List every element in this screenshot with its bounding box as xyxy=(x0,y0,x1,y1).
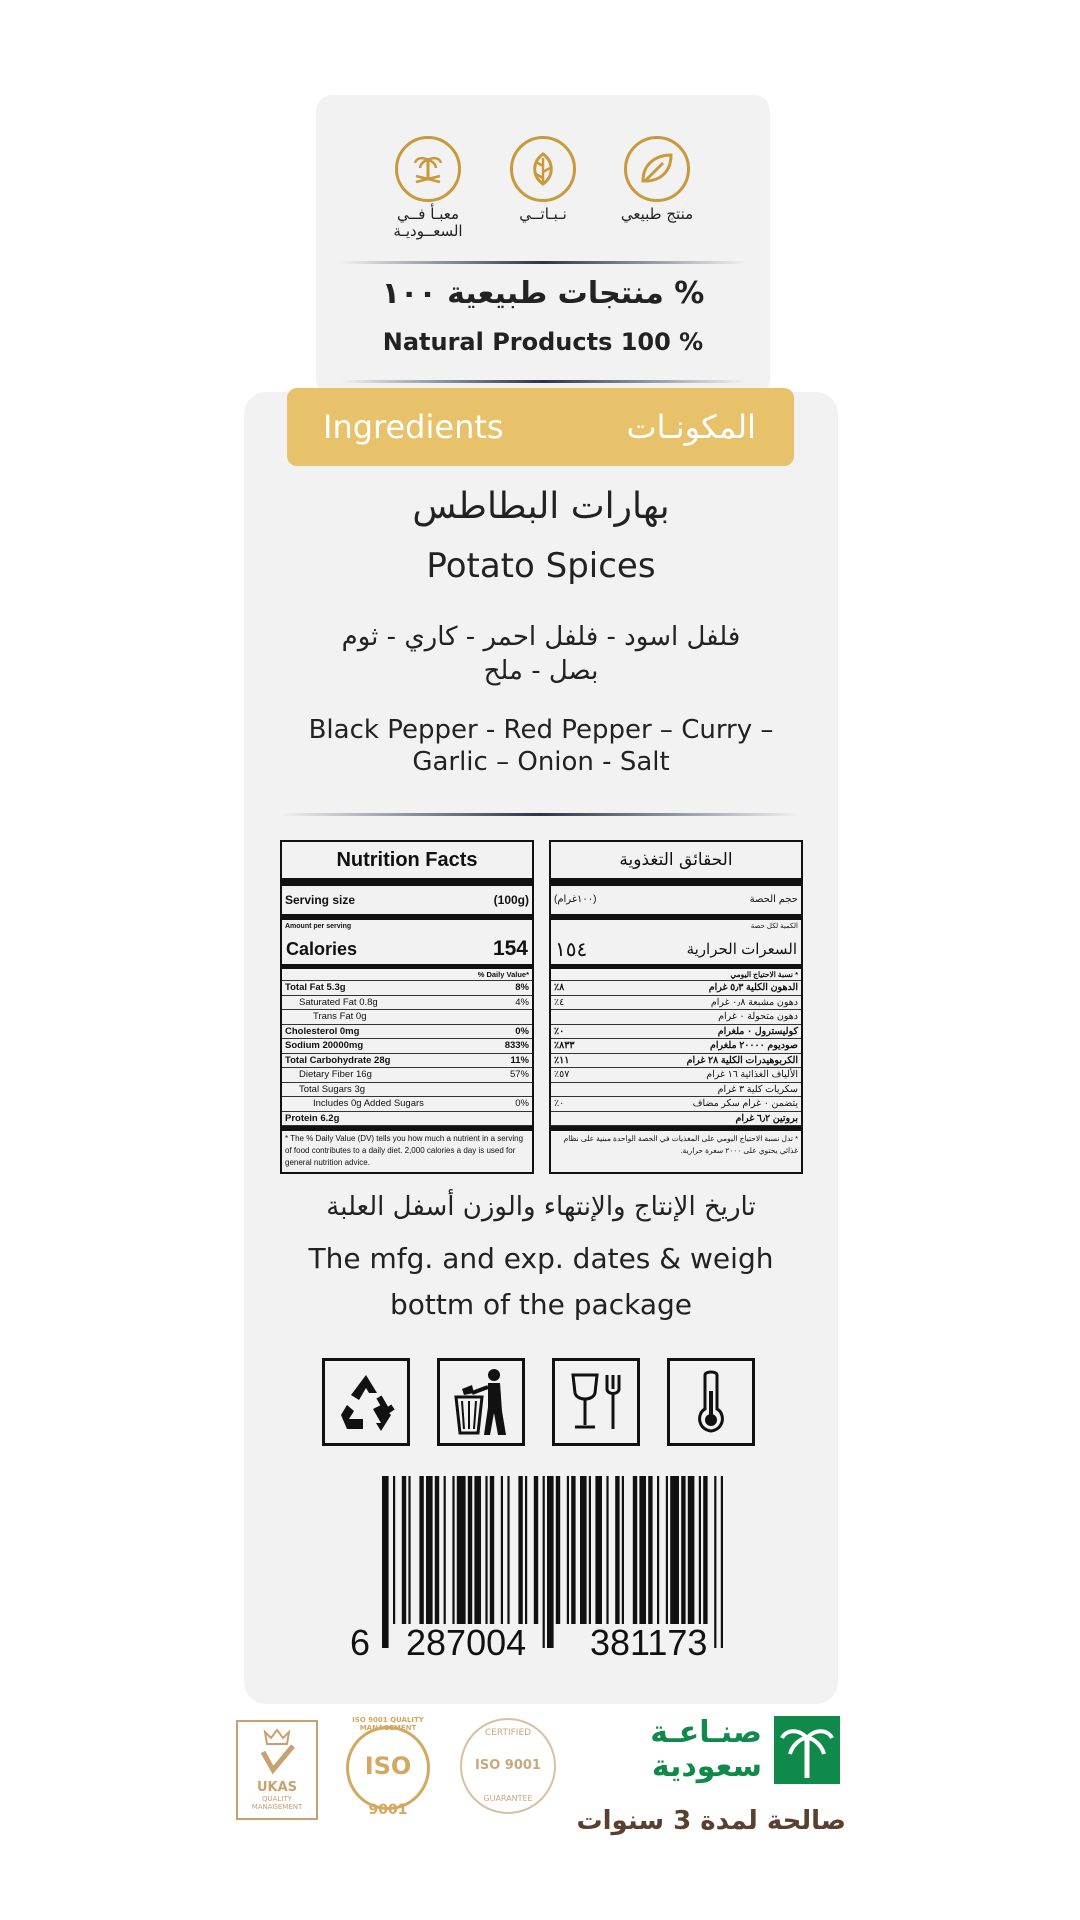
nutrient-label: Total Carbohydrate 28g xyxy=(285,1054,391,1066)
nutrient-label: بروتين ٦٫٢ غرام xyxy=(735,1112,798,1124)
barcode-bar xyxy=(501,1476,503,1624)
barcode-group-2: 381173 xyxy=(590,1622,708,1663)
barcode-bar xyxy=(534,1476,538,1624)
barcode-bar xyxy=(393,1476,395,1624)
natural-products-en: Natural Products 100 % xyxy=(382,328,704,356)
nutrient-rows-ar xyxy=(551,981,801,1126)
footnote-en: * The % Daily Value (DV) tells you how much a nutrient in a serving of food contributes to a daily diet. 2,000 calories a day is used for general nutrition advice. xyxy=(282,1126,532,1171)
barcode-bar xyxy=(606,1476,608,1624)
footnote-ar: * تدل نسبة الاحتياج اليومي على المغذيات في الحصة الواحدة مبنية على نظام غذائي يحتوي على ٢٠٠٠ سعرة حرارية. xyxy=(551,1126,801,1159)
nutrient-label: الكربوهيدرات الكلية ٢٨ غرام xyxy=(686,1054,798,1066)
ingredients-ar-line2: بصل - ملح xyxy=(483,656,599,686)
barcode-bar xyxy=(444,1476,446,1624)
barcode-bar xyxy=(622,1476,624,1624)
barcode-bar xyxy=(543,1476,545,1648)
barcode-bar xyxy=(408,1476,410,1624)
crown-check-icon xyxy=(257,1726,297,1776)
nutrition-facts-ar xyxy=(549,840,803,1174)
badge-label-packed-line2: السعــوديـة xyxy=(393,222,463,240)
nutrient-daily-value: ١١٪ xyxy=(554,1054,570,1066)
serving-size-row-ar xyxy=(551,886,801,920)
badge-label-packed-saudi xyxy=(363,206,493,240)
nutrient-label: Total Fat 5.3g xyxy=(285,982,346,993)
nutrient-label: كوليسترول ٠ ملغرام xyxy=(717,1025,798,1037)
barcode-bar xyxy=(507,1476,509,1624)
ukas-text: UKAS xyxy=(256,1780,298,1795)
trash-bin-person-icon xyxy=(437,1358,525,1446)
barcode-bar xyxy=(452,1476,454,1624)
nutrient-row xyxy=(282,1010,532,1025)
barcode-bar xyxy=(402,1476,406,1624)
nutrient-daily-value: 11% xyxy=(510,1054,529,1066)
barcode-bar xyxy=(556,1476,560,1624)
product-name-ar: بهارات البطاطس xyxy=(412,486,670,527)
barcode-bar xyxy=(721,1476,723,1648)
palm-tree-icon xyxy=(774,1716,840,1784)
barcode-bar xyxy=(657,1476,659,1624)
dates-note-en-line2: bottm of the package xyxy=(390,1288,692,1321)
nutrient-row xyxy=(551,1010,801,1025)
calories-label-ar: السعرات الحرارية xyxy=(686,941,797,958)
saudi-made-line2: سعودية xyxy=(651,1749,762,1784)
ukas-management: MANAGEMENT xyxy=(251,1803,303,1811)
nutrient-label: Cholesterol 0mg xyxy=(285,1025,360,1037)
thermometer-icon xyxy=(667,1358,755,1446)
calories-row xyxy=(282,934,532,969)
ingredients-bar xyxy=(287,388,794,466)
barcode-bar xyxy=(580,1476,587,1624)
barcode-bar xyxy=(666,1476,668,1624)
serving-label-ar: حجم الحصة xyxy=(749,894,798,905)
serving-size-row xyxy=(282,886,532,920)
barcode-bar xyxy=(571,1476,575,1624)
divider xyxy=(280,813,800,816)
nutrient-row xyxy=(551,1097,801,1112)
nutrition-facts-en xyxy=(280,840,534,1174)
barcode-bar xyxy=(518,1476,522,1624)
nutrient-daily-value: ٨٣٣٪ xyxy=(554,1040,575,1051)
cert-seal-center: ISO 9001 xyxy=(475,1758,541,1773)
barcode-bar xyxy=(633,1476,637,1624)
natural-products-ar: منتجات طبيعية ١٠٠ % xyxy=(381,276,705,311)
nutrient-daily-value: ٨٪ xyxy=(554,982,565,993)
barcode-bar xyxy=(435,1476,439,1624)
ingredients-en-line1: Black Pepper - Red Pepper – Curry – xyxy=(308,715,774,745)
palm-swords-icon xyxy=(395,136,461,202)
amount-per-serving-ar: الكمية لكل حصة xyxy=(750,923,798,930)
barcode-bar xyxy=(382,1476,389,1648)
barcode-bar xyxy=(681,1476,685,1624)
nutrient-label: دهون مشبعة ٠٫٨ غرام xyxy=(710,996,798,1008)
nutrient-row xyxy=(551,1025,801,1040)
badge-label-natural: منتج طبيعي xyxy=(620,205,694,223)
calories-row-ar xyxy=(551,934,801,969)
daily-value-header-ar: * نسبة الاحتياج اليومي xyxy=(551,969,801,981)
nutrient-daily-value: ٥٧٪ xyxy=(554,1069,570,1080)
barcode-bar xyxy=(547,1476,554,1648)
iso-9001-quality-seal xyxy=(336,1716,440,1820)
nutrient-label: الألياف الغذائية ١٦ غرام xyxy=(706,1069,798,1080)
nutrient-row xyxy=(282,1068,532,1083)
iso-seal-center: ISO xyxy=(364,1752,412,1780)
saudi-made-line1: صنـاعـة xyxy=(650,1715,762,1750)
leaf-icon xyxy=(624,136,690,202)
nutrient-daily-value: 57% xyxy=(509,1069,529,1080)
barcode-bar xyxy=(703,1476,707,1624)
calories-value-ar: ١٥٤ xyxy=(555,938,588,961)
serving-value: (100g) xyxy=(493,893,529,907)
nutrient-daily-value: 833% xyxy=(504,1040,529,1051)
nutrient-label: صوديوم ٢٠٠٠٠ ملغرام xyxy=(709,1040,798,1051)
ukas-quality: QUALITY xyxy=(262,1795,292,1803)
nutrition-title-ar: الحقائق التغذوية xyxy=(551,842,801,886)
cert-seal-bottom: GUARANTEE xyxy=(483,1794,533,1803)
nutrient-row xyxy=(282,981,532,996)
nutrient-label: Includes 0g Added Sugars xyxy=(313,1098,424,1109)
barcode-bar xyxy=(648,1476,652,1624)
saudi-made-text xyxy=(622,1716,762,1784)
nutrient-row xyxy=(282,1039,532,1054)
barcode-bar xyxy=(474,1476,481,1624)
nutrient-row xyxy=(551,1112,801,1127)
nutrient-label: Total Sugars 3g xyxy=(299,1083,366,1095)
barcode-bar xyxy=(567,1476,569,1624)
ingredients-title-en: Ingredients xyxy=(323,408,504,446)
nutrient-row xyxy=(282,1083,532,1098)
nutrient-row xyxy=(551,996,801,1011)
barcode-bar xyxy=(595,1476,602,1624)
food-safe-glass-fork-icon xyxy=(552,1358,640,1446)
calories-label: Calories xyxy=(286,938,358,959)
nutrient-label: Sodium 20000mg xyxy=(285,1040,364,1051)
iso-seal-top-text: ISO 9001 QUALITY MANAGEMENT xyxy=(352,1716,424,1732)
nutrient-row xyxy=(551,1083,801,1098)
nutrient-row xyxy=(551,981,801,996)
nutrient-daily-value: ٤٪ xyxy=(554,996,565,1008)
iso-seal-bottom: 9001 xyxy=(368,1802,408,1818)
amount-per-serving: Amount per serving xyxy=(285,923,352,930)
barcode-bar xyxy=(714,1476,716,1648)
cert-seal-top: CERTIFIED xyxy=(484,1728,532,1738)
recycle-icon xyxy=(322,1358,410,1446)
ingredients-en-line2: Garlic – Onion - Salt xyxy=(412,747,670,777)
nutrient-daily-value: 4% xyxy=(515,996,529,1008)
barcode-group-1: 287004 xyxy=(406,1622,527,1663)
plant-icon xyxy=(510,136,576,202)
calories-value: 154 xyxy=(492,937,528,960)
barcode-bar xyxy=(468,1476,472,1624)
barcode-bar xyxy=(490,1476,494,1624)
product-name-en: Potato Spices xyxy=(426,546,656,586)
nutrient-row xyxy=(551,1054,801,1069)
barcode-bar xyxy=(457,1476,466,1624)
daily-value-header: % Daily Value* xyxy=(282,969,532,981)
ingredients-list-en xyxy=(241,714,841,778)
badge-label-packed-line1: معبـأ فــي xyxy=(397,205,459,223)
nutrient-daily-value: 0% xyxy=(515,1098,529,1109)
barcode-bar xyxy=(615,1476,619,1624)
barcode-bar xyxy=(670,1476,679,1624)
nutrient-label: Trans Fat 0g xyxy=(313,1011,367,1022)
nutrient-label: سكريات كلية ٣ غرام xyxy=(717,1083,798,1095)
nutrient-label: دهون متحولة ٠ غرام xyxy=(718,1011,798,1022)
nutrient-row xyxy=(551,1068,801,1083)
serving-label: Serving size xyxy=(285,893,356,907)
ingredients-list-ar xyxy=(241,620,841,688)
nutrient-daily-value: 8% xyxy=(515,982,529,993)
ingredients-title-ar: المكونـات xyxy=(626,408,756,446)
ukas-logo xyxy=(236,1720,318,1820)
saudi-made-logo xyxy=(622,1716,846,1790)
barcode-bar xyxy=(485,1476,487,1624)
nutrient-daily-value: ٠٪ xyxy=(554,1098,565,1109)
barcode-bar xyxy=(688,1476,695,1624)
barcode-digit-first: 6 xyxy=(350,1622,371,1663)
validity-text: صالحة لمدة 3 سنوات xyxy=(576,1806,846,1836)
divider xyxy=(340,261,746,264)
nutrition-title-en: Nutrition Facts xyxy=(282,842,532,886)
nutrient-daily-value: ٠٪ xyxy=(554,1025,565,1037)
barcode-bar xyxy=(639,1476,646,1624)
badge-label-vegan: نـبـاتــي xyxy=(519,205,567,223)
nutrient-rows-en xyxy=(282,981,532,1126)
ingredients-ar-line1: فلفل اسود - فلفل احمر - كاري - ثوم xyxy=(341,622,741,652)
nutrient-row xyxy=(282,1112,532,1127)
dates-note-en-line1: The mfg. and exp. dates & weigh xyxy=(308,1242,774,1275)
nutrient-label: Dietary Fiber 16g xyxy=(299,1069,372,1080)
nutrient-daily-value: 0% xyxy=(515,1025,529,1037)
barcode-bar xyxy=(589,1476,591,1624)
nutrient-label: Protein 6.2g xyxy=(285,1112,340,1124)
nutrient-label: الدهون الكلية ٥٫٣ غرام xyxy=(708,982,798,993)
divider xyxy=(340,380,746,383)
barcode-bar xyxy=(699,1476,701,1624)
nutrient-row xyxy=(282,1097,532,1112)
barcode-bar xyxy=(525,1476,527,1624)
nutrient-label: يتضمن ٠ غرام سكر مضاف xyxy=(692,1098,798,1109)
iso-9001-certified-seal xyxy=(450,1716,566,1820)
barcode-bar xyxy=(426,1476,433,1624)
serving-value-ar: (١٠٠غرام) xyxy=(554,894,597,905)
nutrient-row xyxy=(282,1054,532,1069)
barcode-bar xyxy=(419,1476,423,1624)
dates-note-ar: تاريخ الإنتاج والإنتهاء والوزن أسفل العلبة xyxy=(326,1192,756,1222)
nutrient-row xyxy=(551,1039,801,1054)
nutrient-row xyxy=(282,996,532,1011)
nutrient-row xyxy=(282,1025,532,1040)
nutrient-label: Saturated Fat 0.8g xyxy=(299,996,378,1008)
